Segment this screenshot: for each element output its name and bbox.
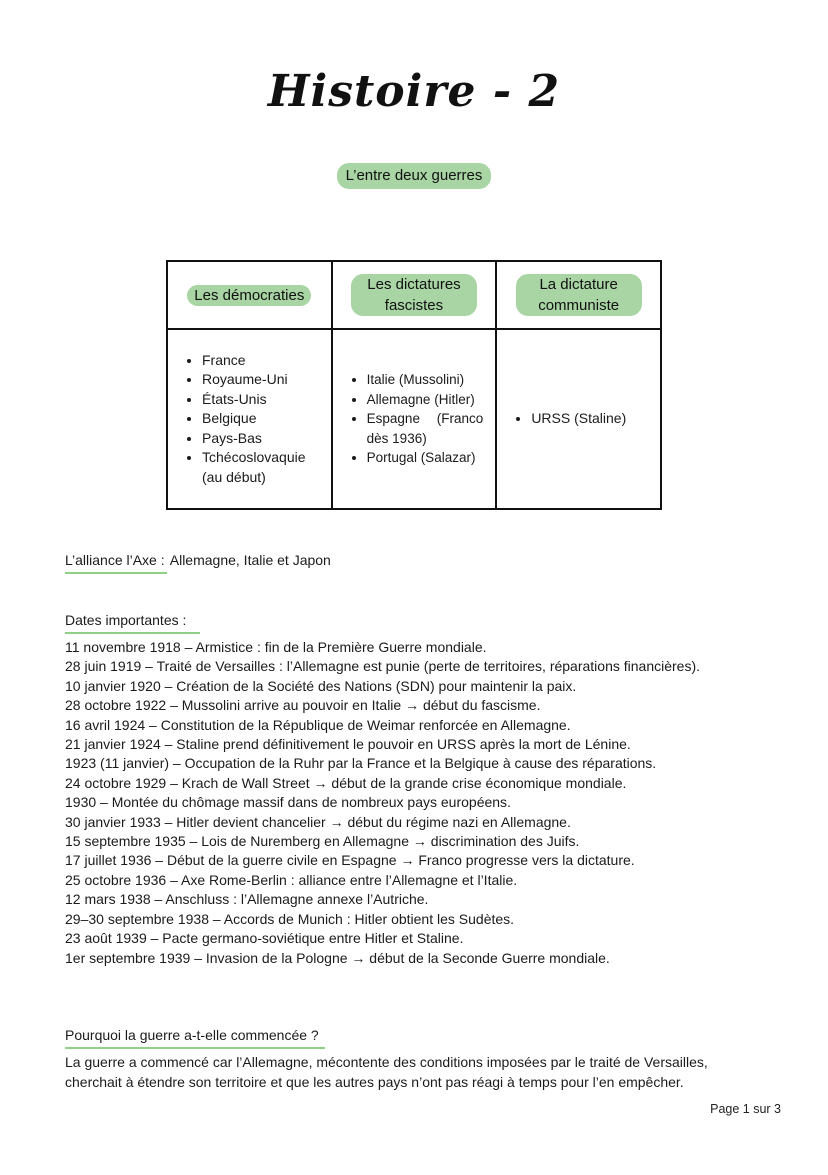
table-body-row [167, 329, 661, 509]
question-answer: La guerre a commencé car l’Allemagne, mécontente des conditions imposées par le traité de Versailles, cherchait à étendre son territoire et que les autres pays n’ont pas réagi à temps pour l’en empêcher. [65, 1054, 708, 1090]
communist-cell [496, 329, 661, 509]
list-item: • Pays-Bas [202, 429, 331, 449]
date-item: 21 janvier 1924 – Staline prend définitivement le pouvoir en URSS après la mort de Lénine. [65, 736, 631, 753]
list-item: • France [202, 351, 331, 371]
page-title: Histoire - 2 [267, 66, 561, 117]
subtitle-badge: L’entre deux guerres [337, 163, 492, 189]
communist-list [497, 409, 660, 429]
list-item: • Tchécoslovaquie (au début) [202, 448, 331, 487]
alliance-label: L’alliance l’Axe : [65, 550, 167, 574]
subtitle-container [0, 163, 828, 189]
question-heading: Pourquoi la guerre a-t-elle commencée ? [65, 1025, 325, 1049]
list-item: • États-Unis [202, 390, 331, 410]
democracies-list [168, 351, 331, 488]
date-item: 11 novembre 1918 – Armistice : fin de la Première Guerre mondiale. [65, 639, 487, 655]
dates-list [65, 638, 795, 968]
date-item: 28 octobre 1922 – Mussolini arrive au pouvoir en Italie → début du fascisme. [65, 697, 541, 714]
date-item: 15 septembre 1935 – Lois de Nuremberg en Allemagne → discrimination des Juifs. [65, 833, 580, 850]
dates-heading-line [65, 610, 200, 634]
date-item: 17 juillet 1936 – Début de la guerre civile en Espagne → Franco progresse vers la dictature. [65, 852, 635, 869]
list-item: • Espagne (Franco dès 1936) [367, 409, 484, 448]
date-item: 23 août 1939 – Pacte germano-soviétique entre Hitler et Staline. [65, 930, 464, 947]
date-item: 10 janvier 1920 – Création de la Société des Nations (SDN) pour maintenir la paix. [65, 677, 577, 694]
list-item: • Portugal (Salazar) [367, 448, 484, 468]
date-item: 1930 – Montée du chômage massif dans de nombreux pays européens. [65, 794, 511, 811]
page-number: Page 1 sur 3 [710, 1102, 781, 1116]
list-item: • Allemagne (Hitler) [367, 390, 484, 410]
header-communist: La dictature communiste [516, 274, 642, 316]
fascist-cell [332, 329, 497, 509]
date-item: 28 juin 1919 – Traité de Versailles : l’Allemagne est punie (perte de territoires, réparations financières). [65, 658, 701, 675]
header-cell-fascist [332, 261, 497, 329]
date-item: 30 janvier 1933 – Hitler devient chancelier → début du régime nazi en Allemagne. [65, 813, 571, 830]
date-item: 24 octobre 1929 – Krach de Wall Street → début de la grande crise économique mondiale. [65, 774, 627, 791]
header-cell-democracies [167, 261, 332, 329]
header-cell-communist [496, 261, 661, 329]
regimes-table [166, 260, 662, 510]
date-item: 1923 (11 janvier) – Occupation de la Ruhr par la France et la Belgique à cause des réparations. [65, 755, 657, 772]
alliance-text: Allemagne, Italie et Japon [166, 552, 331, 568]
democracies-cell [167, 329, 332, 509]
list-item: • Royaume-Uni [202, 370, 331, 390]
alliance-line [65, 550, 331, 574]
dates-heading: Dates importantes : [65, 610, 200, 634]
date-item: 25 octobre 1936 – Axe Rome-Berlin : alliance entre l’Allemagne et l’Italie. [65, 871, 518, 888]
list-item: • Belgique [202, 409, 331, 429]
table-header-row [167, 261, 661, 329]
list-item: • URSS (Staline) [531, 409, 660, 429]
date-item: 29–30 septembre 1938 – Accords de Munich : Hitler obtient les Sudètes. [65, 910, 515, 927]
date-item: 16 avril 1924 – Constitution de la République de Weimar renforcée en Allemagne. [65, 716, 571, 733]
date-item: 1er septembre 1939 – Invasion de la Pologne → début de la Seconde Guerre mondiale. [65, 949, 610, 966]
list-item: • Italie (Mussolini) [367, 370, 484, 390]
date-item: 12 mars 1938 – Anschluss : l’Allemagne annexe l’Autriche. [65, 891, 429, 908]
fascist-list [333, 370, 496, 468]
header-fascist: Les dictatures fascistes [351, 274, 477, 316]
question-heading-line [65, 1025, 325, 1049]
header-democracies: Les démocraties [187, 285, 311, 306]
